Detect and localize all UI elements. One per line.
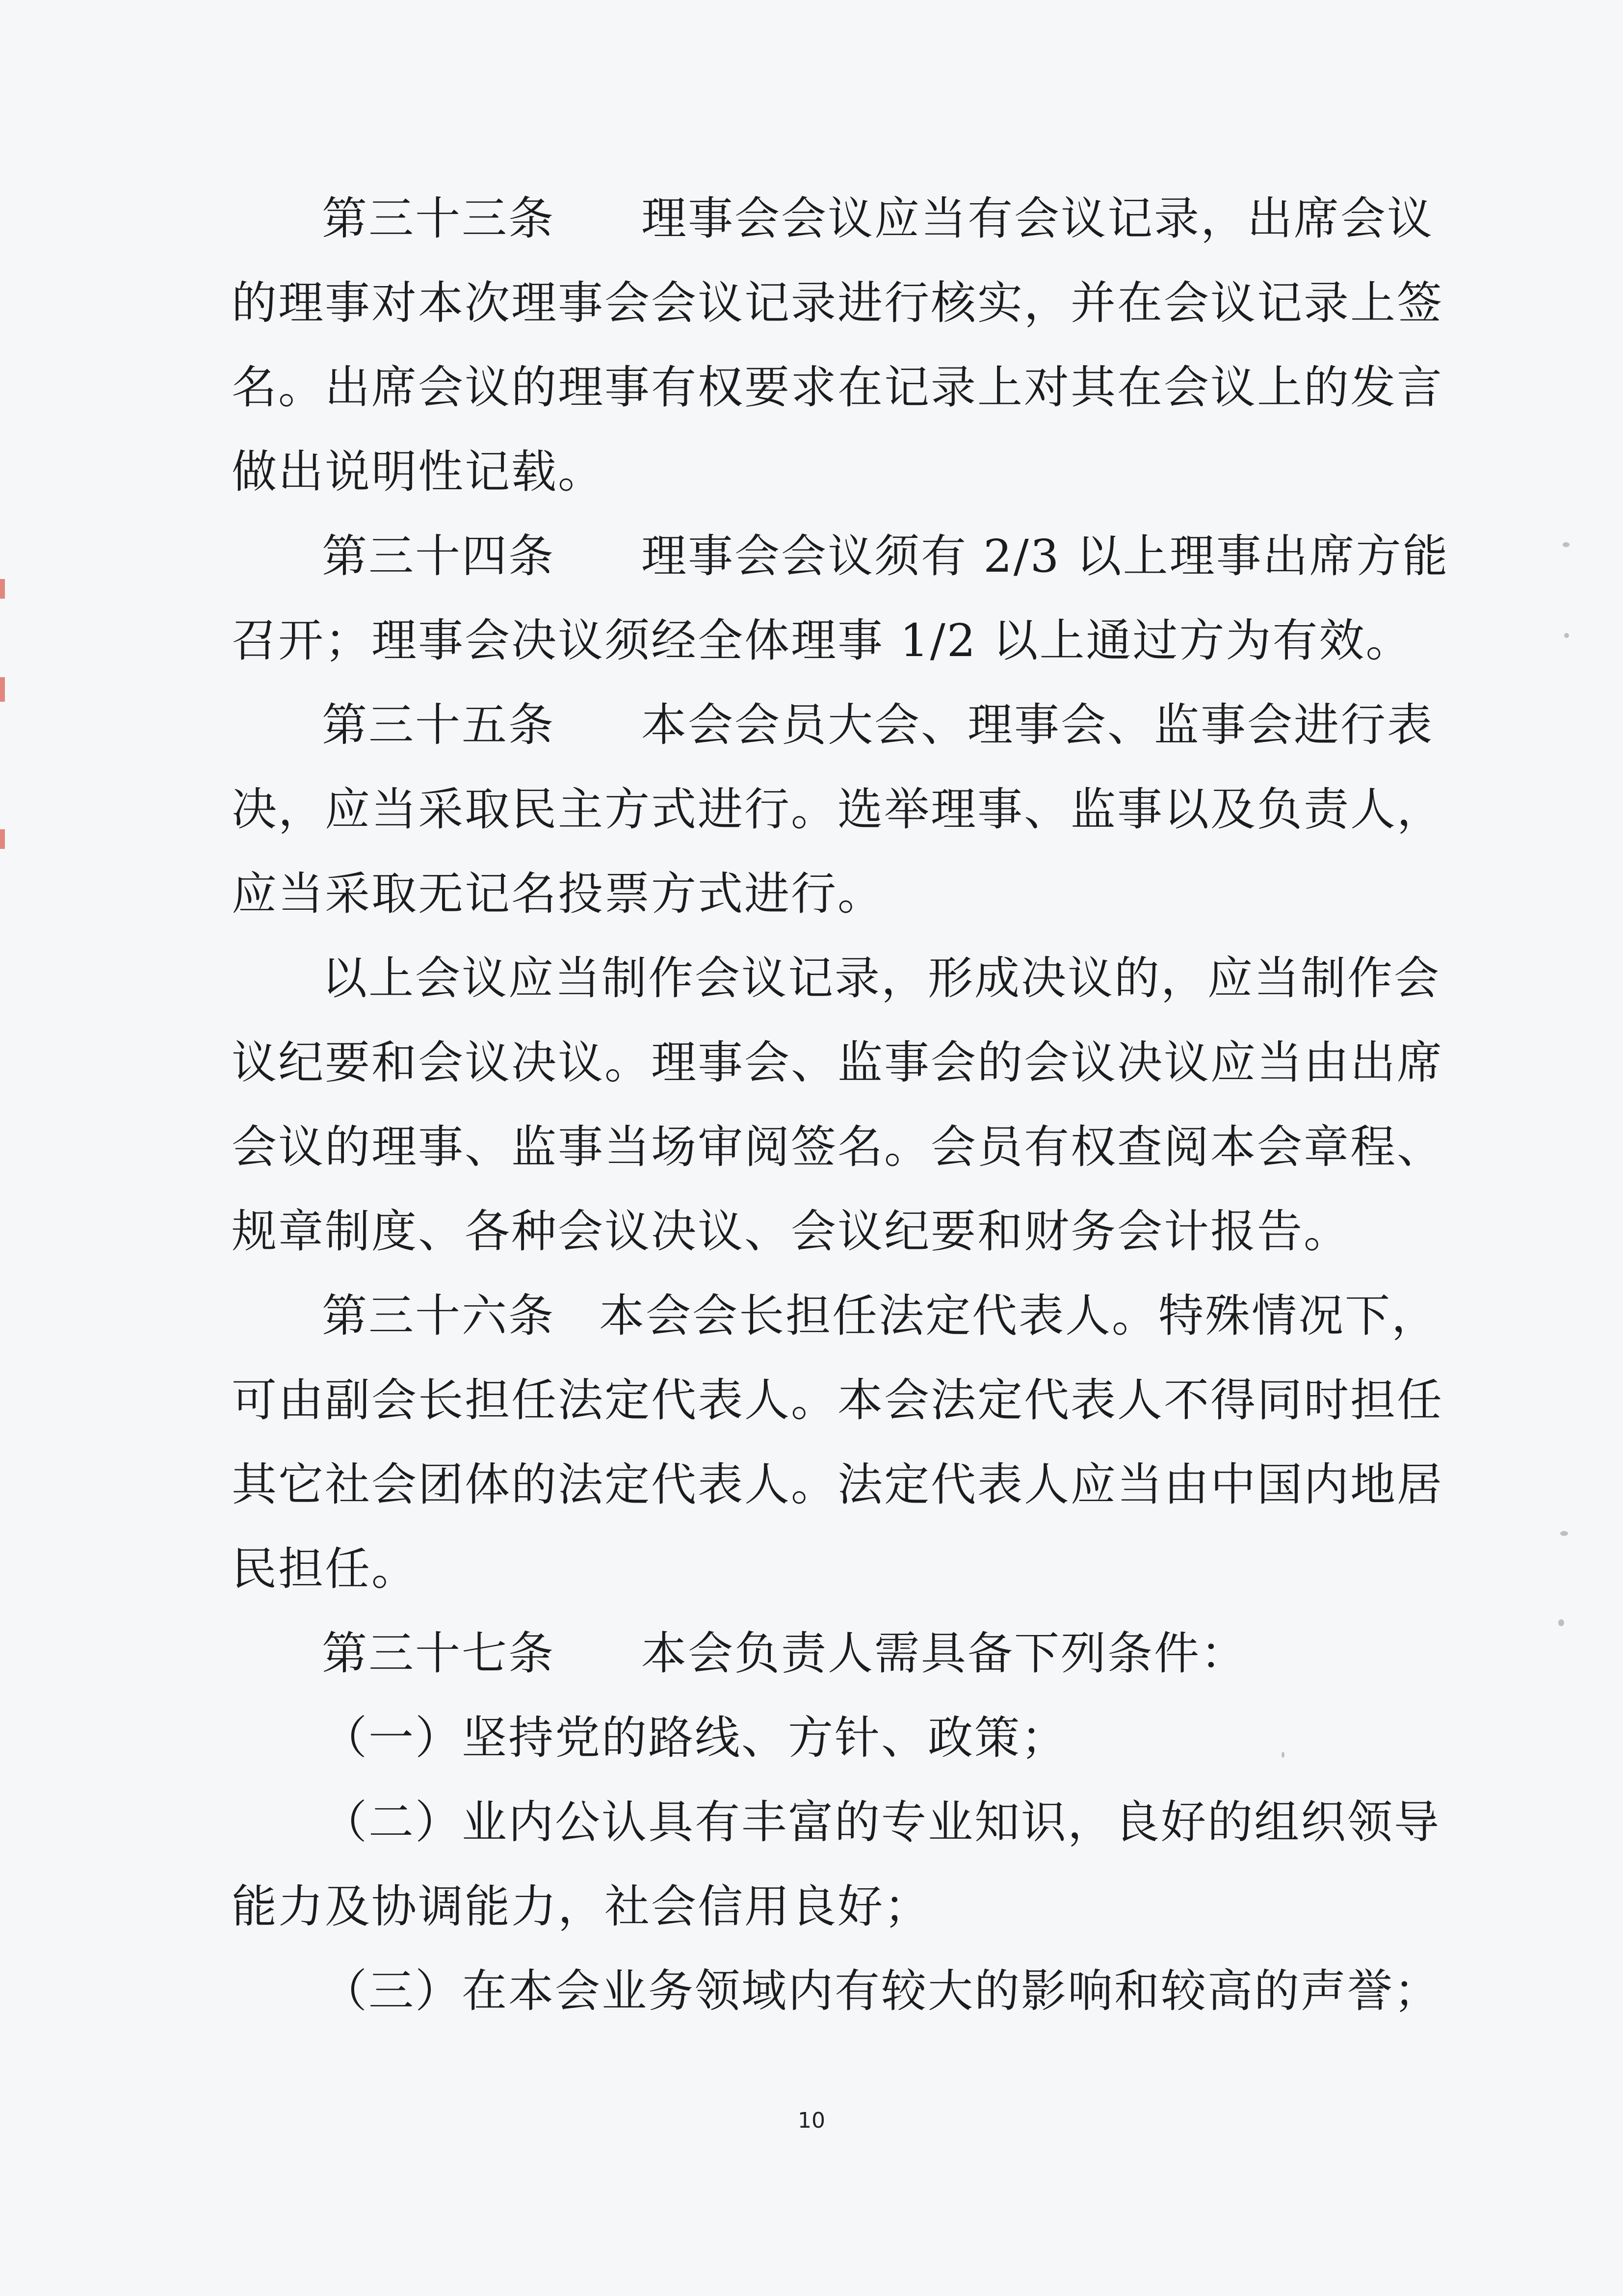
text-line: 做出说明性记载。: [232, 446, 605, 498]
text-line: （二）业内公认具有丰富的专业知识，良好的组织领导: [322, 1796, 1441, 1848]
text-line: 民担任。: [232, 1543, 419, 1595]
scan-speck: [1564, 633, 1569, 638]
article-33-paragraph: [232, 177, 1444, 514]
line-text: 理事会会议须有 2/3 以上理事出席方能: [641, 530, 1449, 582]
text-line: 可由副会长担任法定代表人。本会法定代表人不得同时担任: [232, 1374, 1444, 1426]
text-line: [232, 514, 1449, 599]
left-edge-red-mark: [0, 579, 5, 599]
body-text: [232, 177, 1449, 2033]
condition-item-1: [232, 1696, 1370, 1780]
text-line: 会议的理事、监事当场审阅签名。会员有权查阅本会章程、: [232, 1121, 1444, 1173]
article-36-paragraph: [232, 1274, 1444, 1611]
left-edge-red-mark: [0, 829, 5, 849]
text-line: [232, 1611, 1370, 1696]
left-edge-red-mark: [0, 677, 5, 702]
page-number: 10: [798, 2108, 825, 2133]
text-line: 能力及协调能力，社会信用良好；: [232, 1880, 931, 1933]
line-text: 本会会员大会、理事会、监事会进行表: [641, 699, 1434, 751]
scan-speck: [1558, 1619, 1564, 1626]
text-line: 规章制度、各种会议决议、会议纪要和财务会计报告。: [232, 1205, 1351, 1258]
article-35-paragraph: [232, 683, 1444, 936]
text-line: [232, 683, 1434, 767]
text-line: [232, 177, 1434, 261]
article-number: 第三十五条: [322, 699, 555, 751]
line-text: 理事会会议应当有会议记录，出席会议: [641, 192, 1434, 245]
scan-speck: [1560, 1531, 1568, 1536]
meeting-records-paragraph: [232, 936, 1444, 1274]
text-line: 议纪要和会议决议。理事会、监事会的会议决议应当由出席: [232, 1036, 1444, 1089]
text-line: 召开；理事会决议须经全体理事 1/2 以上通过方为有效。: [232, 614, 1413, 667]
condition-item-3: [232, 1949, 1441, 2033]
text-line: （三）在本会业务领域内有较大的影响和较高的声誉；: [322, 1965, 1441, 2017]
article-number: 第三十六条: [322, 1290, 555, 1342]
text-line: [232, 1274, 1439, 1358]
text-line: 名。出席会议的理事有权要求在记录上对其在会议上的发言: [232, 361, 1444, 414]
condition-item-2: [232, 1780, 1441, 1949]
line-text: 本会会长担任法定代表人。特殊情况下，: [599, 1290, 1439, 1342]
article-number: 第三十四条: [322, 530, 555, 582]
text-line: 决，应当采取民主方式进行。选举理事、监事以及负责人，: [232, 783, 1444, 836]
article-34-paragraph: [232, 514, 1449, 683]
text-line: 的理事对本次理事会会议记录进行核实，并在会议记录上签: [232, 277, 1444, 329]
text-line: 应当采取无记名投票方式进行。: [232, 868, 885, 920]
text-line: 以上会议应当制作会议记录，形成决议的，应当制作会: [322, 952, 1441, 1004]
text-line: 其它社会团体的法定代表人。法定代表人应当由中国内地居: [232, 1458, 1444, 1511]
text-line: （一）坚持党的路线、方针、政策；: [322, 1712, 1068, 1764]
line-text: 本会负责人需具备下列条件：: [641, 1627, 1248, 1680]
article-number: 第三十三条: [322, 192, 555, 245]
scan-speck: [1563, 542, 1570, 547]
article-number: 第三十七条: [322, 1627, 555, 1680]
article-37-paragraph: [232, 1611, 1370, 1696]
